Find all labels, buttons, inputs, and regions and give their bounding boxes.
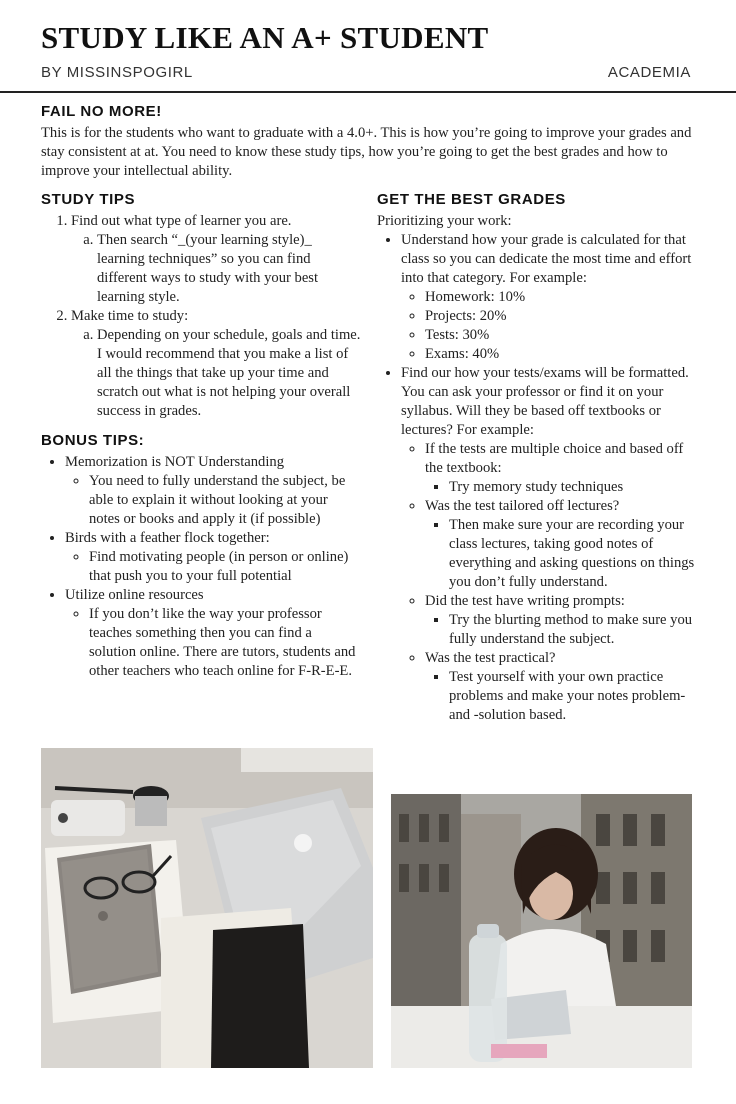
student-photo-illustration: [391, 794, 692, 1068]
list-item: [401, 364, 697, 725]
list-item: [71, 307, 361, 421]
bonus-tips-list: [41, 453, 361, 681]
author-byline: BY MISSINSPOGIRL: [41, 64, 193, 81]
list-item-text: Utilize online resources: [65, 587, 204, 603]
list-item-text: Did the test have writing prompts:: [425, 593, 625, 609]
list-item: [425, 592, 697, 649]
study-tips-heading: STUDY TIPS: [41, 191, 136, 208]
list-item: [401, 231, 697, 364]
study-tips-list: [41, 212, 361, 421]
list-item-text: Memorization is NOT Understanding: [65, 454, 285, 470]
intro-heading: FAIL NO MORE!: [41, 103, 162, 120]
list-item-text: Find out what type of learner you are.: [71, 213, 292, 229]
list-item: [71, 212, 361, 307]
list-item: [425, 649, 697, 725]
list-item: [65, 453, 361, 529]
list-item-text: Depending on your schedule, goals and time. I would recommend that you make a list of all the things that take up your time and scratch out what is not helping your overall success in grades.: [97, 327, 361, 419]
list-item: [449, 516, 697, 592]
category-label: ACADEMIA: [607, 64, 691, 81]
list-item-text: Tests: 30%: [425, 327, 490, 343]
list-item-text: Understand how your grade is calculated for that class so you can dedicate the most time and effort into that category. For example:: [401, 232, 692, 286]
list-item: [89, 472, 361, 529]
list-item: [89, 605, 361, 681]
list-item: [97, 326, 361, 421]
list-item-text: You need to fully understand the subject, be able to explain it without looking at your notes or books and apply it (if possible): [89, 473, 346, 527]
list-item-text: Try the blurting method to make sure you fully understand the subject.: [449, 612, 693, 647]
list-item-text: Test yourself with your own practice problems and make your notes problem-and -solution based.: [449, 669, 686, 723]
list-item: [65, 586, 361, 681]
bonus-tips-heading: BONUS TIPS:: [41, 432, 145, 449]
page-title: STUDY LIKE AN A+ STUDENT: [41, 20, 489, 55]
desk-photo-illustration: [41, 748, 373, 1068]
list-item-text: If the tests are multiple choice and based off the textbook:: [425, 441, 684, 476]
best-grades-heading: GET THE BEST GRADES: [377, 191, 566, 208]
list-item: [425, 440, 697, 497]
list-item-text: Birds with a feather flock together:: [65, 530, 270, 546]
list-item: [65, 529, 361, 586]
list-item-text: Projects: 20%: [425, 308, 507, 324]
list-item-text: Then search “_(your learning style)_ learning techniques” so you can find different ways to study with your best learning style.: [97, 232, 319, 305]
list-item-text: If you don’t like the way your professor teaches something then you can find a solution online. There are tutors, students and other teachers who teach online for F-R-E-E.: [89, 606, 356, 679]
header-divider: [0, 91, 736, 93]
list-item-text: Was the test practical?: [425, 650, 556, 666]
best-grades-intro: Prioritizing your work:: [377, 213, 512, 229]
list-item-text: Make time to study:: [71, 308, 189, 324]
student-photo: [391, 794, 692, 1068]
list-item: [425, 345, 697, 364]
list-item-text: Then make sure your are recording your class lectures, taking good notes of everything and asking questions on things you don’t fully understand.: [449, 517, 695, 590]
list-item-text: Exams: 40%: [425, 346, 500, 362]
list-item-text: Was the test tailored off lectures?: [425, 498, 620, 514]
list-item: [449, 478, 697, 497]
list-item-text: Try memory study techniques: [449, 479, 624, 495]
intro-text: This is for the students who want to graduate with a 4.0+. This is how you’re going to improve your grades and stay consistent at at. You need to know these study tips, how you’re going to get the best grades and how to improve your intellectual ability.: [41, 125, 692, 179]
best-grades-list: [377, 212, 697, 725]
list-item: [449, 668, 697, 725]
list-item: [425, 497, 697, 592]
list-item-text: Find motivating people (in person or online) that push you to your full potential: [89, 549, 349, 584]
list-item-text: Homework: 10%: [425, 289, 526, 305]
list-item: [449, 611, 697, 649]
list-item: [89, 548, 361, 586]
list-item-text: Find our how your tests/exams will be formatted. You can ask your professor or find it on your syllabus. Will they be based off textbooks or lectures? For example:: [401, 365, 689, 438]
list-item: [97, 231, 361, 307]
desk-photo: [41, 748, 373, 1068]
list-item: [425, 307, 697, 326]
list-item: [425, 288, 697, 307]
list-item: [425, 326, 697, 345]
